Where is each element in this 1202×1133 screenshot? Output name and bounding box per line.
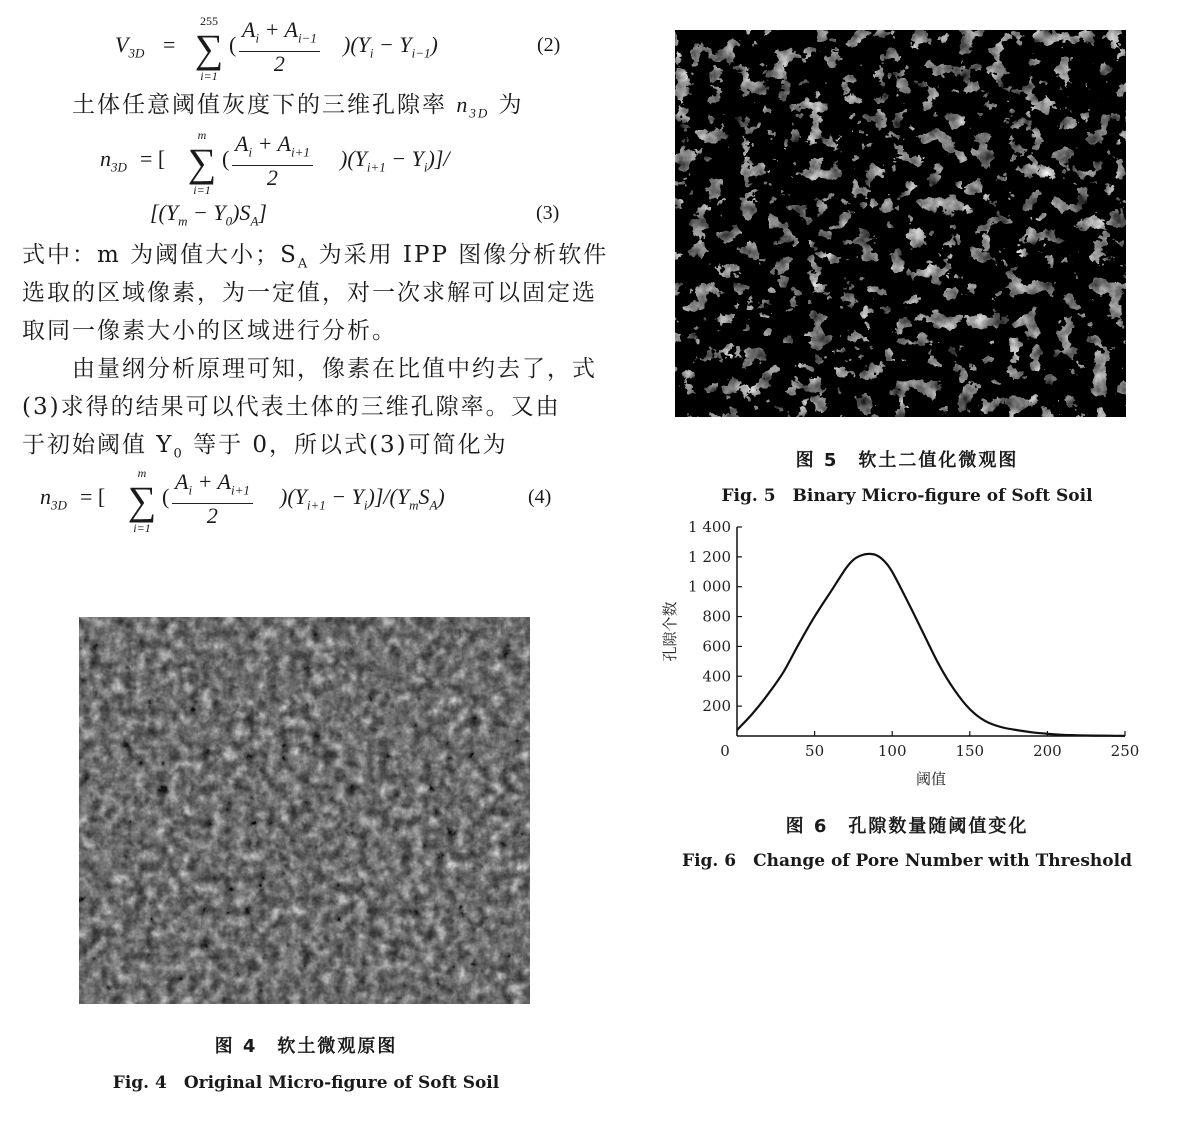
fig5-caption-en: Fig. 5 Binary Micro-figure of Soft Soil [721,486,1093,506]
porosity-intro-line: 土体任意阈值灰度下的三维孔隙率 $n_{3D}$ 为 [72,92,524,121]
eq3-fraction: $\frac{A_i + A_{i+1}}{2}$ [232,131,313,190]
eq4-number: (4) [528,486,552,508]
fig6-caption-zh: 图 6 孔隙数量随阈值变化 [785,816,1029,837]
eq2-lhs: $V_{3D}$ [115,32,145,61]
eq3-number: (3) [536,202,560,224]
fig4-caption-en: Fig. 4 Original Micro-figure of Soft Soil [112,1073,500,1093]
fig6-chart-svg [655,512,1175,792]
eq4-fraction: $\frac{A_i + A_{i+1}}{2}$ [172,469,253,528]
chart-y-axis-label: 孔隙个数 [661,601,679,662]
fig6-caption-en: Fig. 6 Change of Pore Number with Threshold [682,851,1132,871]
chart-y-tick-label: 1 200 [688,547,731,566]
fig5-binary-image [675,30,1126,417]
chart-series-line [737,554,1125,736]
chart-y-tick-label: 200 [702,697,731,716]
para1-line2: 选取的区域像素，为一定值，对一次求解可以固定选 [22,280,597,306]
equation-4: $n_{3D}$ = [ m ∑ i=1 ( $\frac{A_i + A_{i+1}}{2}$ )$(Y_{i+1} - Y_i)]/(Y_mS_A)$ (4) [40,466,552,535]
chart-y-tick-label: 1 000 [688,577,731,596]
equation-3: $n_{3D}$ = [ m ∑ i=1 ( $\frac{A_i + A_{i+1}}{2}$ )$(Y_{i+1} - Y_i)]/$ $[(Y_m - Y_0)S_A]$ (3) [100,128,560,229]
fig4-caption-zh: 图 4 软土微观原图 [214,1036,398,1057]
para1-line1: 式中：m 为阈值大小；$S_A$ 为采用 IPP 图像分析软件 [22,242,609,272]
chart-x-tick-label: 200 [1033,742,1062,760]
chart-y-tick-label: 1 400 [688,518,731,536]
equation-2: $V_{3D}$ = 255 ∑ i=1 ( $\frac{A_i + A_{i-1}}{2}$ )$(Y_i - Y_{i-1})$ (2) [115,14,561,83]
fig5-texture [675,30,1126,417]
chart-y-tick-label: 400 [702,667,731,686]
chart-y-tick-label: 800 [702,607,731,626]
eq2-fraction: $\frac{A_i + A_{i-1}}{2}$ [239,17,320,76]
para1-line3: 取同一像素大小的区域进行分析。 [22,318,397,344]
eq3-sum: m ∑ i=1 [187,128,217,197]
fig4-texture [79,617,530,1004]
chart-axes [737,527,1125,736]
eq2-sum: 255 ∑ i=1 [194,14,224,83]
para2-line3: 于初始阈值 $Y_0$ 等于 0，所以式(3)可简化为 [22,432,508,462]
chart-x-tick-label: 0 [720,742,730,760]
fig4-micro-image [79,617,530,1004]
eq2-tail: )$(Y_i - Y_{i-1})$ [343,32,438,61]
fig5-caption-zh: 图 5 软土二值化微观图 [795,450,1019,471]
para2-line2: (3)求得的结果可以代表土体的三维孔隙率。又由 [22,394,561,420]
chart-x-axis-label: 阈值 [915,770,947,788]
chart-y-tick-label: 600 [702,637,731,656]
eq2-number: (2) [537,34,561,56]
para2-line1: 由量纲分析原理可知，像素在比值中约去了，式 [72,356,597,382]
chart-x-tick-label: 50 [805,742,825,760]
chart-x-tick-label: 150 [955,742,985,760]
fig6-chart [655,512,1175,792]
eq4-sum: m ∑ i=1 [127,466,157,535]
chart-x-tick-label: 100 [877,742,907,760]
chart-x-tick-label: 250 [1110,742,1140,760]
eq3-line2: $[(Y_m - Y_0)S_A]$ [150,200,267,229]
